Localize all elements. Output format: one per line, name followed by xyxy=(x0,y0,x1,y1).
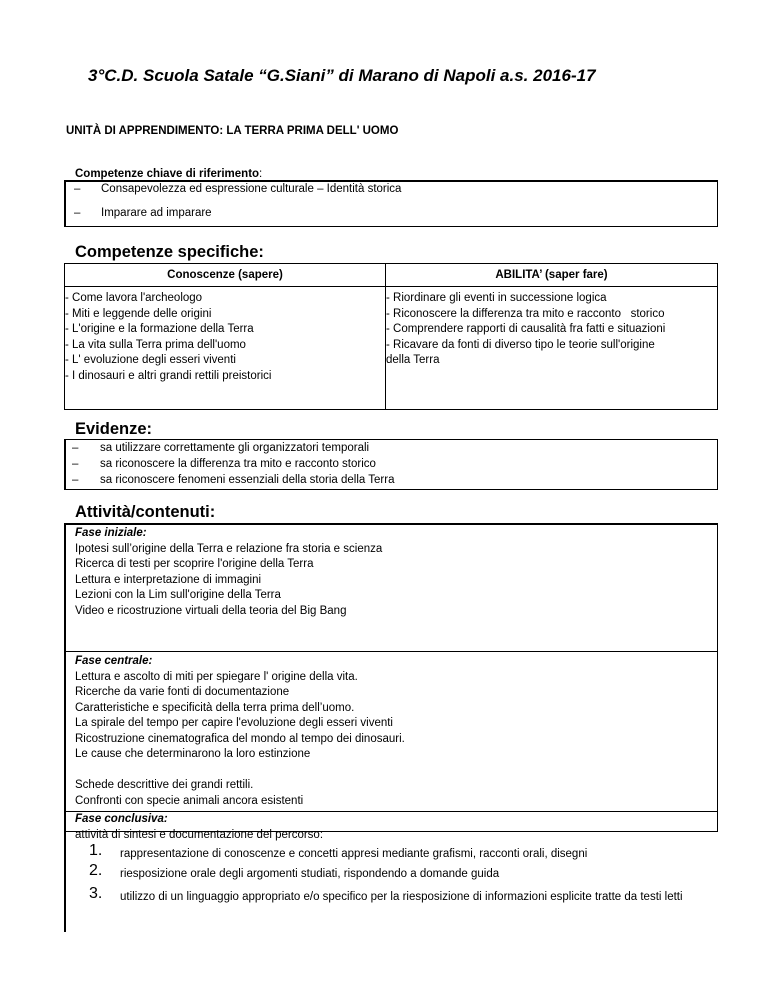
fase-line: attività di sintesi e documentazione del percorso: xyxy=(75,828,324,841)
fase-line: Ipotesi sull’origine della Terra e relazione fra storia e scienza xyxy=(75,542,383,555)
evidenze-item: – sa riconoscere fenomeni essenziali della storia della Terra xyxy=(72,474,395,486)
fase-centrale xyxy=(66,654,718,809)
fase-line: La spirale del tempo per capire l'evoluzione degli esseri viventi xyxy=(75,717,393,729)
fase-conclusiva xyxy=(66,812,718,843)
item-number: 3. xyxy=(89,885,103,902)
numbered-item xyxy=(73,842,707,861)
numbered-item xyxy=(73,862,707,881)
conoscenze-item: - L'origine e la formazione della Terra xyxy=(65,323,254,335)
fase-line: Schede descrittive dei grandi rettili. xyxy=(75,779,254,791)
conoscenze-header: Conoscenze (sapere) xyxy=(65,264,386,287)
fase-line: Lettura e interpretazione di immagini xyxy=(75,573,262,586)
item-text: utilizzo di un linguaggio appropriato e/o specifico per la riesposizione di informazioni esplicite tratte da testi letti xyxy=(120,891,683,903)
fase-conclusiva-border xyxy=(64,832,66,932)
evidenze-item: – sa utilizzare correttamente gli organizzatori temporali xyxy=(72,442,370,454)
item-text: rappresentazione di conoscenze e concetti appresi mediante grafismi, racconti orali, disegni xyxy=(120,848,588,860)
conoscenze-item: - Come lavora l'archeologo xyxy=(65,292,203,304)
abilita-item: - Comprendere rapporti di causalità fra fatti e situazioni xyxy=(386,323,666,335)
uda-title: UNITÀ DI APPRENDIMENTO: LA TERRA PRIMA DELL' UOMO xyxy=(66,125,399,137)
fase-line: Caratteristiche e specificità della terra prima dell’uomo. xyxy=(75,701,355,714)
competenze-chiave-item: – Consapevolezza ed espressione culturale – Identità storica xyxy=(74,183,402,195)
evidenze-title: Evidenze: xyxy=(75,420,153,438)
competenze-chiave-box xyxy=(64,180,718,227)
conoscenze-cell xyxy=(65,287,386,410)
fase-line: Lezioni con la Lim sull'origine della Terra xyxy=(75,589,281,601)
row-divider xyxy=(66,651,718,652)
fase-line: Ricerche da varie fonti di documentazione xyxy=(75,686,290,698)
numbered-item xyxy=(73,885,707,904)
abilita-item: - Riconoscere la differenza tra mito e racconto storico xyxy=(386,307,665,320)
abilita-item: della Terra xyxy=(386,354,440,366)
evidenze-box xyxy=(64,439,718,490)
fase-line: Ricostruzione cinematografica del mondo al tempo dei dinosauri. xyxy=(75,732,405,745)
fase-line: Video e ricostruzione virtuali della teoria del Big Bang xyxy=(75,604,347,617)
attivita-box xyxy=(64,523,718,841)
item-text: riesposizione orale degli argomenti studiati, rispondendo a domande guida xyxy=(120,868,500,880)
item-number: 2. xyxy=(89,862,103,879)
fase-line: Le cause che determinarono la loro estinzione xyxy=(75,748,311,760)
fase-conclusiva-title: Fase conclusiva: xyxy=(75,813,168,825)
evidenze-item: – sa riconoscere la differenza tra mito e racconto storico xyxy=(72,458,376,470)
abilita-item: - Ricavare da fonti di diverso tipo le teorie sull'origine xyxy=(386,338,655,351)
competenze-specifiche-table xyxy=(64,263,718,410)
abilita-header: ABILITA’ (saper fare) xyxy=(386,264,718,287)
competenze-chiave-label: Competenze chiave di riferimento: xyxy=(75,168,263,180)
competenze-specifiche-title: Competenze specifiche: xyxy=(75,243,264,261)
fase-line: Ricerca di testi per scoprire l'origine della Terra xyxy=(75,558,314,570)
fase-line: Lettura e ascolto di miti per spiegare l' origine della vita. xyxy=(75,670,358,683)
document-header: 3°C.D. Scuola Satale “G.Siani” di Marano di Napoli a.s. 2016-17 xyxy=(88,66,596,85)
abilita-item: - Riordinare gli eventi in successione logica xyxy=(386,292,607,304)
fase-centrale-title: Fase centrale: xyxy=(75,655,153,667)
conoscenze-item: - L' evoluzione degli esseri viventi xyxy=(65,354,236,366)
item-number: 1. xyxy=(89,842,103,859)
conoscenze-item: - I dinosauri e altri grandi rettili preistorici xyxy=(65,369,272,382)
abilita-cell xyxy=(386,287,718,410)
conoscenze-item: - La vita sulla Terra prima dell'uomo xyxy=(65,338,246,351)
fase-line: Confronti con specie animali ancora esistenti xyxy=(75,794,304,807)
fase-iniziale-title: Fase iniziale: xyxy=(75,527,147,539)
fase-iniziale xyxy=(66,526,718,619)
conoscenze-item: - Miti e leggende delle origini xyxy=(65,307,212,320)
competenze-chiave-item: – Imparare ad imparare xyxy=(74,207,212,219)
attivita-title: Attività/contenuti: xyxy=(75,503,216,521)
